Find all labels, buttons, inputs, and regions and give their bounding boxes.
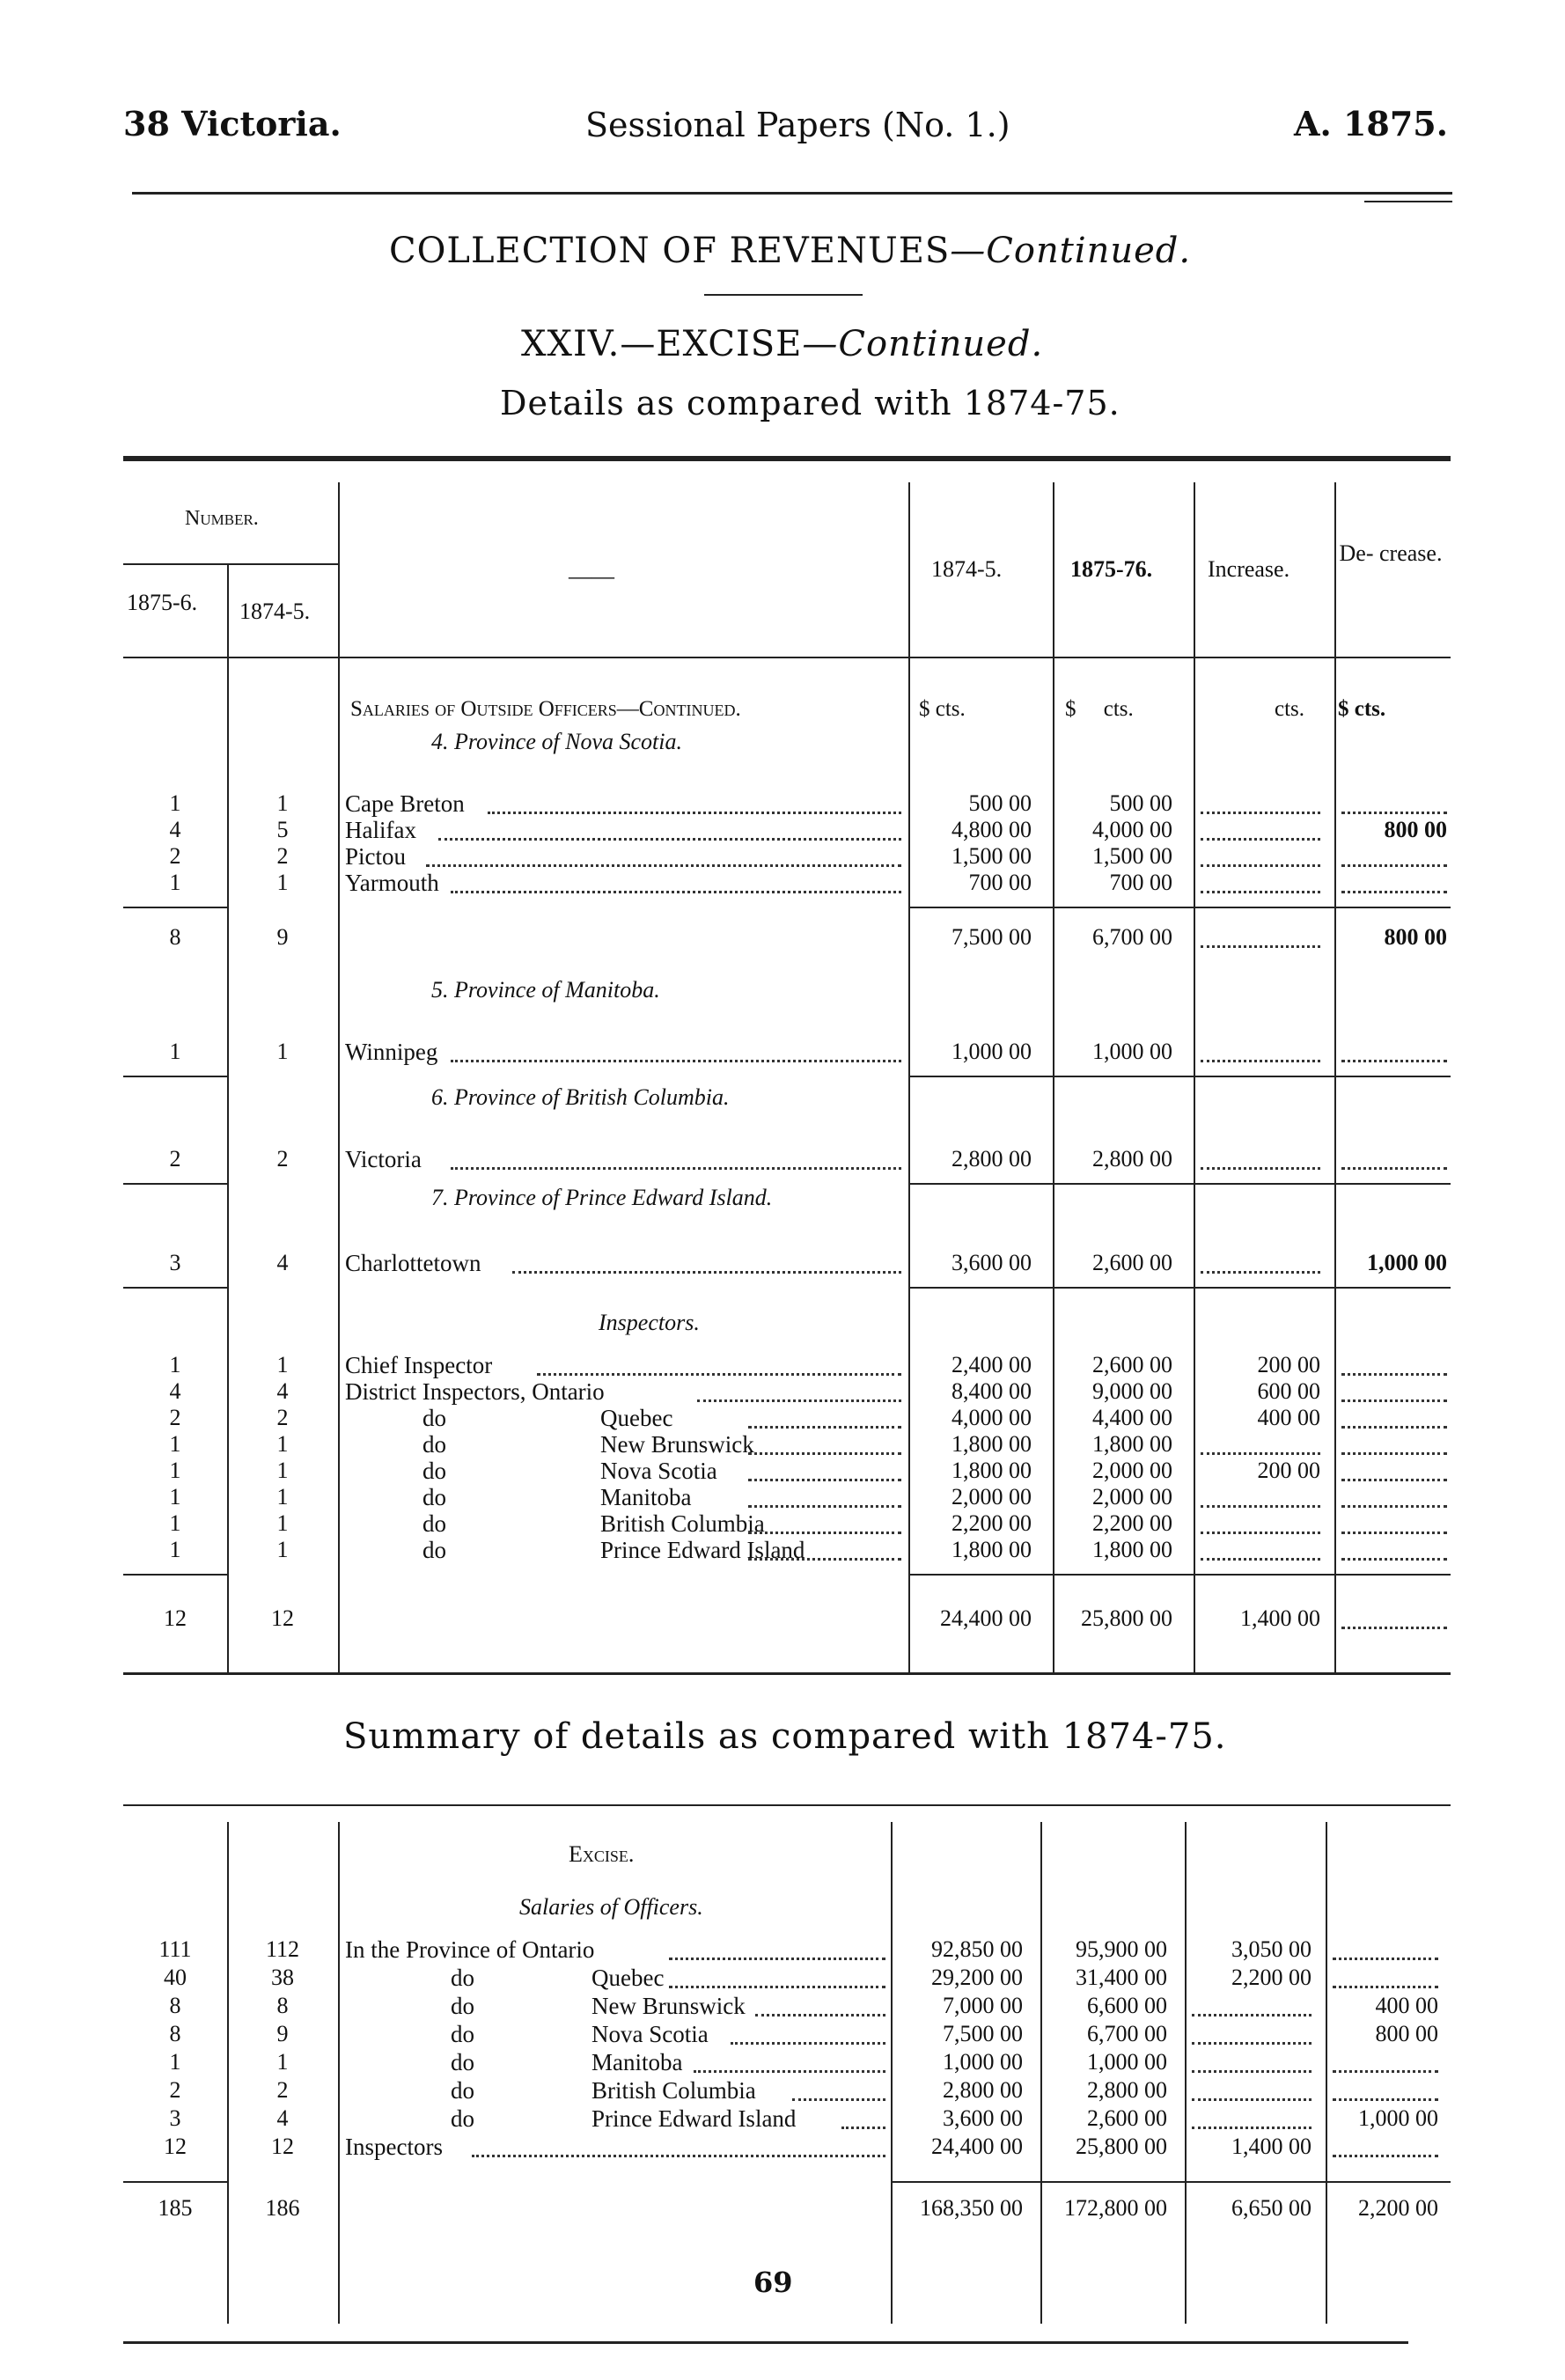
row-label: Victoria bbox=[345, 1146, 422, 1172]
total-1875-76: 25,800 00 bbox=[1081, 1605, 1172, 1631]
total-number-1875: 12 bbox=[164, 1605, 187, 1631]
summary-1875-76: 1,000 00 bbox=[1087, 2049, 1167, 2075]
row-label: Halifax bbox=[345, 817, 416, 843]
summary-label: do bbox=[451, 2049, 474, 2075]
summary-1874-5: 24,400 00 bbox=[931, 2134, 1023, 2159]
row-label: District Inspectors, Ontario bbox=[345, 1378, 605, 1405]
section-title: 5. Province of Manitoba. bbox=[431, 977, 660, 1003]
section-title: XXIV.—EXCISE—Continued. bbox=[521, 324, 1044, 364]
row-number-1875: 2 bbox=[169, 1146, 181, 1172]
summary-number-1874: 4 bbox=[276, 2105, 289, 2131]
summary-number-1875: 111 bbox=[158, 1936, 192, 1962]
row-value-1875-76: 2,800 00 bbox=[1092, 1146, 1172, 1172]
summary-number-1875: 12 bbox=[164, 2134, 187, 2159]
row-number-1874: 4 bbox=[276, 1250, 289, 1275]
summary-1874-5: 7,500 00 bbox=[943, 2021, 1023, 2046]
salaries-heading: Salaries of Outside Officers—Continued. bbox=[350, 697, 741, 721]
total-increase: 1,400 00 bbox=[1240, 1605, 1320, 1631]
header-right: A. 1875. bbox=[1294, 104, 1448, 143]
row-sublabel: Quebec bbox=[600, 1405, 673, 1431]
summary-1875-76: 31,400 00 bbox=[1076, 1965, 1167, 1990]
row-value-1874-5: 1,800 00 bbox=[951, 1458, 1032, 1483]
row-label: Cape Breton bbox=[345, 790, 465, 817]
summary-number-1875: 2 bbox=[169, 2077, 181, 2103]
row-value-1875-76: 2,000 00 bbox=[1092, 1458, 1172, 1483]
row-value-1874-5: 4,000 00 bbox=[951, 1405, 1032, 1430]
summary-total-increase: 6,650 00 bbox=[1231, 2195, 1312, 2221]
summary-number-1874: 1 bbox=[276, 2049, 289, 2075]
summary-total-1874-5: 168,350 00 bbox=[920, 2195, 1023, 2221]
row-value-1874-5: 2,800 00 bbox=[951, 1146, 1032, 1172]
total-number-1875: 8 bbox=[169, 924, 181, 950]
row-number-1875: 1 bbox=[169, 1431, 181, 1457]
summary-label: In the Province of Ontario bbox=[345, 1936, 595, 1963]
row-label: Pictou bbox=[345, 843, 407, 870]
row-value-1874-5: 500 00 bbox=[968, 790, 1032, 816]
col-decrease: De- crease. bbox=[1339, 540, 1443, 566]
summary-number-1874: 9 bbox=[276, 2021, 289, 2046]
summary-decrease: 1,000 00 bbox=[1358, 2105, 1438, 2131]
row-value-1875-76: 2,600 00 bbox=[1092, 1352, 1172, 1377]
row-value-1875-76: 1,800 00 bbox=[1092, 1431, 1172, 1457]
row-value-1874-5: 2,200 00 bbox=[951, 1510, 1032, 1536]
summary-sublabel: Nova Scotia bbox=[591, 2021, 709, 2047]
summary-1875-76: 6,600 00 bbox=[1087, 1993, 1167, 2018]
summary-increase: 3,050 00 bbox=[1231, 1936, 1312, 1962]
row-number-1875: 2 bbox=[169, 843, 181, 869]
summary-decrease: 800 00 bbox=[1375, 2021, 1438, 2046]
row-label: do bbox=[422, 1405, 446, 1431]
row-decrease: 1,000 00 bbox=[1367, 1250, 1447, 1275]
summary-decrease: 400 00 bbox=[1375, 1993, 1438, 2018]
col-number: Number. bbox=[185, 507, 259, 530]
row-value-1875-76: 2,200 00 bbox=[1092, 1510, 1172, 1536]
summary-number-1874: 2 bbox=[276, 2077, 289, 2103]
row-number-1874: 1 bbox=[276, 870, 289, 895]
row-number-1874: 2 bbox=[276, 1405, 289, 1430]
row-value-1874-5: 1,000 00 bbox=[951, 1039, 1032, 1064]
row-number-1875: 4 bbox=[169, 1378, 181, 1404]
summary-number-1875: 40 bbox=[164, 1965, 187, 1990]
summary-number-1875: 8 bbox=[169, 1993, 181, 2018]
summary-label: do bbox=[451, 2021, 474, 2047]
row-number-1874: 1 bbox=[276, 1431, 289, 1457]
summary-1874-5: 29,200 00 bbox=[931, 1965, 1023, 1990]
row-value-1875-76: 500 00 bbox=[1109, 790, 1172, 816]
summary-number-1874: 112 bbox=[265, 1936, 300, 1962]
row-number-1874: 1 bbox=[276, 790, 289, 816]
total-decrease: 800 00 bbox=[1384, 924, 1447, 950]
summary-label: Inspectors bbox=[345, 2134, 443, 2160]
row-sublabel: Nova Scotia bbox=[600, 1458, 717, 1484]
summary-number-1875: 3 bbox=[169, 2105, 181, 2131]
page-title: COLLECTION OF REVENUES—Continued. bbox=[389, 231, 1192, 271]
row-number-1875: 1 bbox=[169, 1352, 181, 1377]
row-number-1874: 2 bbox=[276, 1146, 289, 1172]
row-number-1874: 4 bbox=[276, 1378, 289, 1404]
row-increase: 600 00 bbox=[1257, 1378, 1320, 1404]
summary-title: Summary of details as compared with 1874-75. bbox=[343, 1716, 1227, 1757]
summary-sublabel: Quebec bbox=[591, 1965, 665, 1991]
col-1874-5-num: 1874-5. bbox=[239, 599, 311, 624]
row-number-1875: 2 bbox=[169, 1405, 181, 1430]
row-value-1874-5: 1,500 00 bbox=[951, 843, 1032, 869]
summary-total-1875-76: 172,800 00 bbox=[1064, 2195, 1167, 2221]
row-value-1874-5: 3,600 00 bbox=[951, 1250, 1032, 1275]
row-number-1874: 1 bbox=[276, 1458, 289, 1483]
row-value-1875-76: 4,400 00 bbox=[1092, 1405, 1172, 1430]
row-label: do bbox=[422, 1458, 446, 1484]
row-value-1875-76: 4,000 00 bbox=[1092, 817, 1172, 842]
row-value-1874-5: 700 00 bbox=[968, 870, 1032, 895]
row-value-1874-5: 1,800 00 bbox=[951, 1537, 1032, 1562]
row-value-1874-5: 8,400 00 bbox=[951, 1378, 1032, 1404]
row-label: do bbox=[422, 1537, 446, 1563]
summary-1875-76: 95,900 00 bbox=[1076, 1936, 1167, 1962]
row-number-1875: 1 bbox=[169, 1510, 181, 1536]
row-number-1874: 1 bbox=[276, 1537, 289, 1562]
summary-total-1874: 186 bbox=[265, 2195, 300, 2221]
row-increase: 400 00 bbox=[1257, 1405, 1320, 1430]
summary-label: do bbox=[451, 2105, 474, 2132]
summary-1874-5: 7,000 00 bbox=[943, 1993, 1023, 2018]
header-rule bbox=[132, 192, 1452, 195]
total-1874-5: 24,400 00 bbox=[940, 1605, 1032, 1631]
row-label: do bbox=[422, 1484, 446, 1510]
total-number-1874: 12 bbox=[271, 1605, 294, 1631]
row-number-1875: 4 bbox=[169, 817, 181, 842]
total-1874-5: 7,500 00 bbox=[951, 924, 1032, 950]
section-title: 7. Province of Prince Edward Island. bbox=[431, 1185, 773, 1210]
summary-number-1875: 8 bbox=[169, 2021, 181, 2046]
row-label: do bbox=[422, 1431, 446, 1458]
row-sublabel: Prince Edward Island bbox=[600, 1537, 805, 1563]
row-label: Charlottetown bbox=[345, 1250, 481, 1276]
page-number: 69 bbox=[753, 2266, 793, 2299]
header-center: Sessional Papers (No. 1.) bbox=[585, 106, 1010, 144]
summary-sublabel: British Columbia bbox=[591, 2077, 756, 2104]
row-value-1875-76: 700 00 bbox=[1109, 870, 1172, 895]
summary-1875-76: 2,600 00 bbox=[1087, 2105, 1167, 2131]
row-value-1875-76: 1,800 00 bbox=[1092, 1537, 1172, 1562]
row-value-1874-5: 2,000 00 bbox=[951, 1484, 1032, 1510]
row-sublabel: British Columbia bbox=[600, 1510, 765, 1537]
summary-1874-5: 1,000 00 bbox=[943, 2049, 1023, 2075]
summary-increase: 2,200 00 bbox=[1231, 1965, 1312, 1990]
row-label: Yarmouth bbox=[345, 870, 439, 896]
summary-number-1874: 12 bbox=[271, 2134, 294, 2159]
unit-2: $ cts. bbox=[1065, 697, 1134, 721]
table-top-rule bbox=[123, 456, 1451, 461]
section-title: 4. Province of Nova Scotia. bbox=[431, 729, 682, 754]
row-number-1875: 1 bbox=[169, 1039, 181, 1064]
row-sublabel: New Brunswick bbox=[600, 1431, 754, 1458]
summary-1874-5: 3,600 00 bbox=[943, 2105, 1023, 2131]
row-number-1874: 1 bbox=[276, 1484, 289, 1510]
summary-1874-5: 92,850 00 bbox=[931, 1936, 1023, 1962]
summary-1875-76: 2,800 00 bbox=[1087, 2077, 1167, 2103]
row-increase: 200 00 bbox=[1257, 1352, 1320, 1377]
summary-number-1874: 8 bbox=[276, 1993, 289, 2018]
summary-salaries: Salaries of Officers. bbox=[519, 1894, 703, 1920]
row-number-1875: 1 bbox=[169, 1484, 181, 1510]
row-increase: 200 00 bbox=[1257, 1458, 1320, 1483]
summary-total-1875: 185 bbox=[158, 2195, 193, 2221]
row-number-1875: 1 bbox=[169, 1458, 181, 1483]
summary-number-1875: 1 bbox=[169, 2049, 181, 2075]
row-number-1875: 1 bbox=[169, 870, 181, 895]
row-label: Winnipeg bbox=[345, 1039, 438, 1065]
summary-label: do bbox=[451, 1993, 474, 2019]
row-number-1875: 1 bbox=[169, 790, 181, 816]
section-title: 6. Province of British Columbia. bbox=[431, 1084, 730, 1110]
col-1875-76: 1875-76. bbox=[1070, 556, 1153, 582]
row-number-1875: 1 bbox=[169, 1537, 181, 1562]
section-title: Inspectors. bbox=[599, 1310, 700, 1335]
unit-4: $ cts. bbox=[1338, 697, 1386, 721]
row-label: do bbox=[422, 1510, 446, 1537]
summary-total-decrease: 2,200 00 bbox=[1358, 2195, 1438, 2221]
summary-1874-5: 2,800 00 bbox=[943, 2077, 1023, 2103]
total-1875-76: 6,700 00 bbox=[1092, 924, 1172, 950]
row-decrease: 800 00 bbox=[1384, 817, 1447, 842]
row-number-1874: 1 bbox=[276, 1510, 289, 1536]
row-label: Chief Inspector bbox=[345, 1352, 493, 1378]
row-number-1874: 5 bbox=[276, 817, 289, 842]
row-value-1875-76: 2,000 00 bbox=[1092, 1484, 1172, 1510]
row-value-1875-76: 2,600 00 bbox=[1092, 1250, 1172, 1275]
unit-3: cts. bbox=[1275, 697, 1305, 721]
summary-number-1874: 38 bbox=[271, 1965, 294, 1990]
row-number-1874: 1 bbox=[276, 1352, 289, 1377]
summary-1875-76: 6,700 00 bbox=[1087, 2021, 1167, 2046]
summary-label: do bbox=[451, 2077, 474, 2104]
summary-excise: Excise. bbox=[569, 1841, 635, 1867]
details-title: Details as compared with 1874-75. bbox=[500, 384, 1120, 422]
row-value-1875-76: 1,000 00 bbox=[1092, 1039, 1172, 1064]
unit-1: $ cts. bbox=[919, 697, 966, 721]
summary-sublabel: Manitoba bbox=[591, 2049, 683, 2075]
summary-label: do bbox=[451, 1965, 474, 1991]
col-increase: Increase. bbox=[1208, 556, 1290, 582]
row-value-1874-5: 4,800 00 bbox=[951, 817, 1032, 842]
summary-increase: 1,400 00 bbox=[1231, 2134, 1312, 2159]
row-value-1875-76: 1,500 00 bbox=[1092, 843, 1172, 869]
row-sublabel: Manitoba bbox=[600, 1484, 692, 1510]
col-dash: —— bbox=[569, 563, 614, 589]
row-value-1874-5: 2,400 00 bbox=[951, 1352, 1032, 1377]
summary-sublabel: Prince Edward Island bbox=[591, 2105, 797, 2132]
row-value-1874-5: 1,800 00 bbox=[951, 1431, 1032, 1457]
row-number-1874: 2 bbox=[276, 843, 289, 869]
row-number-1875: 3 bbox=[169, 1250, 181, 1275]
summary-1875-76: 25,800 00 bbox=[1076, 2134, 1167, 2159]
total-number-1874: 9 bbox=[276, 924, 289, 950]
row-number-1874: 1 bbox=[276, 1039, 289, 1064]
summary-sublabel: New Brunswick bbox=[591, 1993, 746, 2019]
col-1875-6: 1875-6. bbox=[127, 590, 198, 615]
col-1874-5: 1874-5. bbox=[931, 556, 1003, 582]
row-value-1875-76: 9,000 00 bbox=[1092, 1378, 1172, 1404]
header-left: 38 Victoria. bbox=[123, 104, 342, 143]
